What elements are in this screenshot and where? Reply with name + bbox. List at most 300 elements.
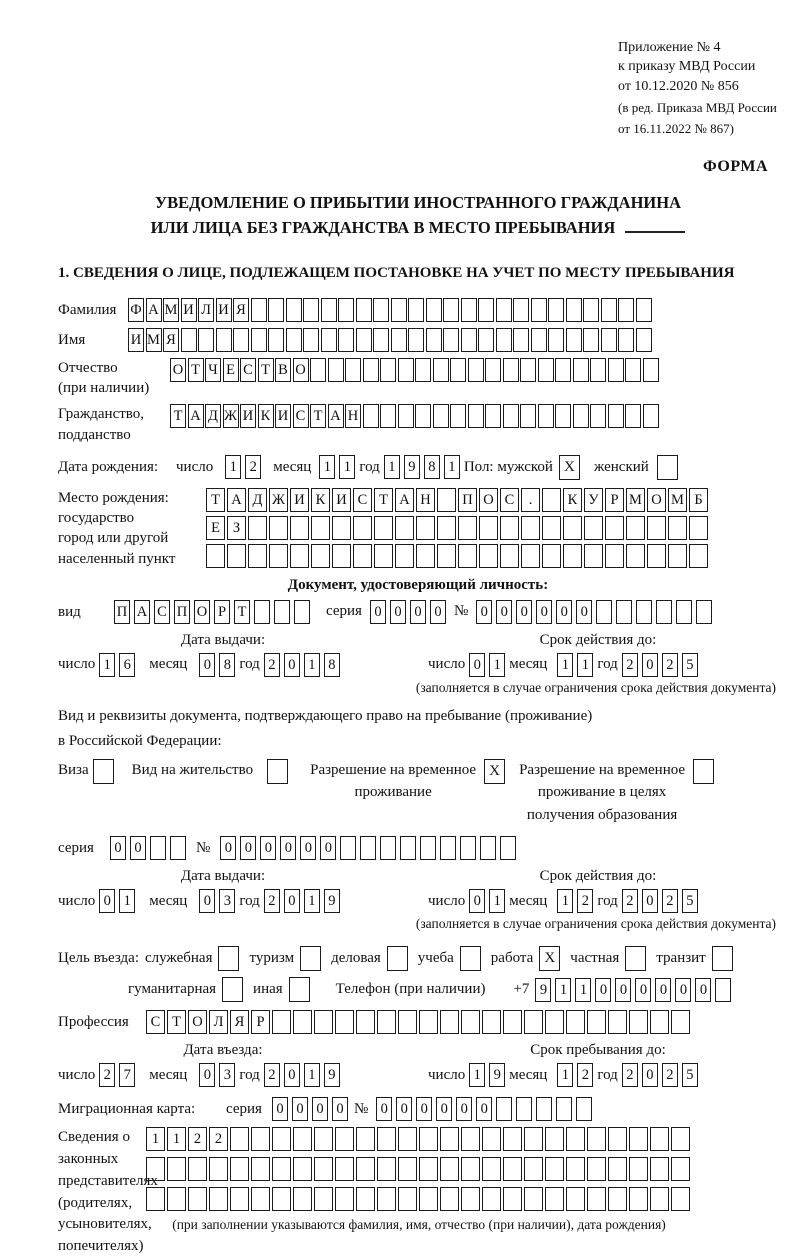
- char-box[interactable]: 9: [324, 889, 340, 913]
- char-box[interactable]: [335, 1187, 354, 1211]
- char-box[interactable]: Т: [258, 358, 274, 382]
- char-box[interactable]: 5: [682, 1063, 698, 1087]
- char-box[interactable]: У: [584, 488, 603, 512]
- char-box[interactable]: [643, 358, 659, 382]
- char-box[interactable]: [293, 1010, 312, 1034]
- char-box[interactable]: К: [258, 404, 274, 428]
- char-box[interactable]: [566, 328, 582, 352]
- char-box[interactable]: 1: [489, 889, 505, 913]
- char-box[interactable]: [440, 1127, 459, 1151]
- char-box[interactable]: [647, 544, 666, 568]
- char-box[interactable]: [524, 1010, 543, 1034]
- char-box[interactable]: С: [353, 488, 372, 512]
- char-box[interactable]: [398, 404, 414, 428]
- char-box[interactable]: [545, 1187, 564, 1211]
- char-box[interactable]: [583, 298, 599, 322]
- char-box[interactable]: [415, 404, 431, 428]
- char-box[interactable]: И: [128, 328, 144, 352]
- char-box[interactable]: [625, 404, 641, 428]
- char-box[interactable]: [643, 404, 659, 428]
- char-box[interactable]: [450, 404, 466, 428]
- char-box[interactable]: 0: [516, 600, 532, 624]
- char-box[interactable]: С: [146, 1010, 165, 1034]
- char-box[interactable]: 2: [622, 653, 638, 677]
- char-box[interactable]: [426, 328, 442, 352]
- char-box[interactable]: [548, 328, 564, 352]
- char-box[interactable]: 1: [167, 1127, 186, 1151]
- char-box[interactable]: [345, 358, 361, 382]
- char-box[interactable]: Ж: [223, 404, 239, 428]
- char-box[interactable]: [437, 516, 456, 540]
- char-box[interactable]: 8: [324, 653, 340, 677]
- char-box[interactable]: М: [146, 328, 162, 352]
- char-box[interactable]: [521, 516, 540, 540]
- char-box[interactable]: 0: [556, 600, 572, 624]
- char-box[interactable]: [440, 1010, 459, 1034]
- char-box[interactable]: [485, 404, 501, 428]
- char-box[interactable]: Т: [188, 358, 204, 382]
- char-box[interactable]: [356, 1010, 375, 1034]
- char-box[interactable]: 8: [424, 455, 440, 479]
- char-box[interactable]: [251, 1157, 270, 1181]
- char-box[interactable]: 9: [324, 1063, 340, 1087]
- char-box[interactable]: [542, 488, 561, 512]
- char-box[interactable]: [293, 1187, 312, 1211]
- char-box[interactable]: [538, 358, 554, 382]
- char-box[interactable]: С: [500, 488, 519, 512]
- char-box[interactable]: [618, 298, 634, 322]
- char-box[interactable]: [170, 836, 186, 860]
- char-box[interactable]: [363, 404, 379, 428]
- char-box[interactable]: [584, 516, 603, 540]
- char-box[interactable]: Я: [163, 328, 179, 352]
- char-box[interactable]: [395, 544, 414, 568]
- char-box[interactable]: [332, 516, 351, 540]
- char-box[interactable]: [374, 544, 393, 568]
- char-box[interactable]: [377, 1010, 396, 1034]
- char-box[interactable]: 0: [456, 1097, 472, 1121]
- char-box[interactable]: 0: [240, 836, 256, 860]
- char-box[interactable]: [294, 600, 310, 624]
- char-box[interactable]: [605, 516, 624, 540]
- char-box[interactable]: [715, 978, 731, 1002]
- char-box[interactable]: [274, 600, 290, 624]
- char-box[interactable]: [290, 544, 309, 568]
- char-box[interactable]: [461, 1187, 480, 1211]
- char-box[interactable]: [563, 516, 582, 540]
- char-box[interactable]: [400, 836, 416, 860]
- char-box[interactable]: С: [240, 358, 256, 382]
- char-box[interactable]: [629, 1187, 648, 1211]
- char-box[interactable]: [605, 544, 624, 568]
- char-box[interactable]: 2: [622, 1063, 638, 1087]
- char-box[interactable]: [198, 328, 214, 352]
- char-box[interactable]: [583, 328, 599, 352]
- char-box[interactable]: [293, 1127, 312, 1151]
- char-box[interactable]: [460, 836, 476, 860]
- char-box[interactable]: 1: [339, 455, 355, 479]
- char-box[interactable]: 2: [99, 1063, 115, 1087]
- char-box[interactable]: [545, 1157, 564, 1181]
- char-box[interactable]: [485, 358, 501, 382]
- char-box[interactable]: 1: [304, 653, 320, 677]
- char-box[interactable]: [503, 1127, 522, 1151]
- char-box[interactable]: [587, 1127, 606, 1151]
- char-box[interactable]: 1: [319, 455, 335, 479]
- char-box[interactable]: Р: [605, 488, 624, 512]
- char-box[interactable]: [566, 1187, 585, 1211]
- char-box[interactable]: 1: [119, 889, 135, 913]
- char-box[interactable]: [468, 358, 484, 382]
- char-box[interactable]: [227, 544, 246, 568]
- char-box[interactable]: Т: [234, 600, 250, 624]
- char-box[interactable]: [576, 1097, 592, 1121]
- sex-female-checkbox[interactable]: [657, 455, 678, 480]
- char-box[interactable]: А: [188, 404, 204, 428]
- char-box[interactable]: И: [216, 298, 232, 322]
- char-box[interactable]: [269, 516, 288, 540]
- char-box[interactable]: [328, 358, 344, 382]
- char-box[interactable]: 0: [130, 836, 146, 860]
- char-box[interactable]: [398, 1157, 417, 1181]
- char-box[interactable]: [503, 1157, 522, 1181]
- char-box[interactable]: 1: [557, 889, 573, 913]
- char-box[interactable]: [303, 328, 319, 352]
- char-box[interactable]: [531, 328, 547, 352]
- char-box[interactable]: 0: [376, 1097, 392, 1121]
- char-box[interactable]: 5: [682, 653, 698, 677]
- char-box[interactable]: Ж: [269, 488, 288, 512]
- char-box[interactable]: 0: [300, 836, 316, 860]
- char-box[interactable]: 0: [642, 653, 658, 677]
- char-box[interactable]: [268, 298, 284, 322]
- purpose-5-checkbox[interactable]: [625, 946, 646, 971]
- char-box[interactable]: [503, 404, 519, 428]
- char-box[interactable]: [251, 328, 267, 352]
- char-box[interactable]: 0: [199, 653, 215, 677]
- char-box[interactable]: [335, 1157, 354, 1181]
- char-box[interactable]: [500, 544, 519, 568]
- char-box[interactable]: [209, 1157, 228, 1181]
- char-box[interactable]: [616, 600, 632, 624]
- char-box[interactable]: [254, 600, 270, 624]
- char-box[interactable]: [416, 516, 435, 540]
- char-box[interactable]: 2: [188, 1127, 207, 1151]
- char-box[interactable]: [321, 328, 337, 352]
- char-box[interactable]: Т: [374, 488, 393, 512]
- char-box[interactable]: [314, 1010, 333, 1034]
- char-box[interactable]: [332, 544, 351, 568]
- char-box[interactable]: [650, 1127, 669, 1151]
- char-box[interactable]: О: [194, 600, 210, 624]
- char-box[interactable]: 0: [642, 1063, 658, 1087]
- char-box[interactable]: 0: [476, 600, 492, 624]
- char-box[interactable]: [458, 516, 477, 540]
- char-box[interactable]: 2: [662, 1063, 678, 1087]
- char-box[interactable]: [419, 1157, 438, 1181]
- char-box[interactable]: [542, 544, 561, 568]
- char-box[interactable]: [286, 328, 302, 352]
- char-box[interactable]: [380, 836, 396, 860]
- char-box[interactable]: 2: [622, 889, 638, 913]
- char-box[interactable]: [555, 404, 571, 428]
- char-box[interactable]: [496, 328, 512, 352]
- char-box[interactable]: [573, 358, 589, 382]
- char-box[interactable]: [608, 1010, 627, 1034]
- char-box[interactable]: [696, 600, 712, 624]
- char-box[interactable]: Л: [209, 1010, 228, 1034]
- char-box[interactable]: Т: [170, 404, 186, 428]
- char-box[interactable]: [479, 516, 498, 540]
- purpose-2-checkbox[interactable]: [387, 946, 408, 971]
- char-box[interactable]: [356, 1187, 375, 1211]
- char-box[interactable]: 1: [557, 1063, 573, 1087]
- char-box[interactable]: 9: [535, 978, 551, 1002]
- char-box[interactable]: [353, 544, 372, 568]
- char-box[interactable]: [503, 1187, 522, 1211]
- char-box[interactable]: [461, 1157, 480, 1181]
- char-box[interactable]: [608, 358, 624, 382]
- char-box[interactable]: 2: [577, 889, 593, 913]
- char-box[interactable]: 0: [284, 1063, 300, 1087]
- char-box[interactable]: [146, 1157, 165, 1181]
- char-box[interactable]: 1: [225, 455, 241, 479]
- char-box[interactable]: [676, 600, 692, 624]
- char-box[interactable]: [290, 516, 309, 540]
- char-box[interactable]: [668, 544, 687, 568]
- char-box[interactable]: [233, 328, 249, 352]
- char-box[interactable]: [590, 358, 606, 382]
- char-box[interactable]: Р: [251, 1010, 270, 1034]
- char-box[interactable]: [420, 836, 436, 860]
- char-box[interactable]: [566, 298, 582, 322]
- char-box[interactable]: 1: [557, 653, 573, 677]
- char-box[interactable]: [335, 1010, 354, 1034]
- char-box[interactable]: [353, 516, 372, 540]
- char-box[interactable]: [629, 1127, 648, 1151]
- char-box[interactable]: [555, 358, 571, 382]
- char-box[interactable]: И: [332, 488, 351, 512]
- char-box[interactable]: [356, 298, 372, 322]
- char-box[interactable]: [269, 544, 288, 568]
- char-box[interactable]: [458, 544, 477, 568]
- visa-checkbox[interactable]: [93, 759, 114, 784]
- char-box[interactable]: 2: [662, 653, 678, 677]
- char-box[interactable]: [188, 1187, 207, 1211]
- char-box[interactable]: А: [134, 600, 150, 624]
- char-box[interactable]: [461, 328, 477, 352]
- char-box[interactable]: [545, 1127, 564, 1151]
- char-box[interactable]: Р: [214, 600, 230, 624]
- char-box[interactable]: С: [293, 404, 309, 428]
- char-box[interactable]: 3: [219, 889, 235, 913]
- char-box[interactable]: [482, 1157, 501, 1181]
- char-box[interactable]: [496, 1097, 512, 1121]
- char-box[interactable]: [167, 1157, 186, 1181]
- char-box[interactable]: 0: [410, 600, 426, 624]
- char-box[interactable]: [482, 1127, 501, 1151]
- char-box[interactable]: [188, 1157, 207, 1181]
- char-box[interactable]: 0: [436, 1097, 452, 1121]
- char-box[interactable]: [335, 1127, 354, 1151]
- char-box[interactable]: [181, 328, 197, 352]
- char-box[interactable]: [573, 404, 589, 428]
- char-box[interactable]: 0: [284, 653, 300, 677]
- char-box[interactable]: [482, 1187, 501, 1211]
- char-box[interactable]: 1: [469, 1063, 485, 1087]
- char-box[interactable]: Л: [198, 298, 214, 322]
- char-box[interactable]: [251, 1127, 270, 1151]
- char-box[interactable]: [443, 328, 459, 352]
- char-box[interactable]: [520, 358, 536, 382]
- char-box[interactable]: [450, 358, 466, 382]
- char-box[interactable]: Н: [416, 488, 435, 512]
- char-box[interactable]: 0: [416, 1097, 432, 1121]
- char-box[interactable]: [395, 516, 414, 540]
- char-box[interactable]: 0: [655, 978, 671, 1002]
- char-box[interactable]: [590, 404, 606, 428]
- char-box[interactable]: [311, 544, 330, 568]
- char-box[interactable]: [500, 836, 516, 860]
- char-box[interactable]: [272, 1127, 291, 1151]
- char-box[interactable]: [206, 544, 225, 568]
- residence-permit-checkbox[interactable]: [267, 759, 288, 784]
- char-box[interactable]: [468, 404, 484, 428]
- char-box[interactable]: [398, 1127, 417, 1151]
- char-box[interactable]: [671, 1010, 690, 1034]
- char-box[interactable]: [524, 1187, 543, 1211]
- char-box[interactable]: [216, 328, 232, 352]
- char-box[interactable]: [668, 516, 687, 540]
- char-box[interactable]: [524, 1127, 543, 1151]
- char-box[interactable]: Т: [310, 404, 326, 428]
- char-box[interactable]: 2: [209, 1127, 228, 1151]
- char-box[interactable]: [650, 1010, 669, 1034]
- char-box[interactable]: 2: [245, 455, 261, 479]
- char-box[interactable]: [587, 1010, 606, 1034]
- char-box[interactable]: 6: [119, 653, 135, 677]
- char-box[interactable]: К: [311, 488, 330, 512]
- char-box[interactable]: 1: [304, 1063, 320, 1087]
- char-box[interactable]: [461, 1010, 480, 1034]
- char-box[interactable]: З: [227, 516, 246, 540]
- char-box[interactable]: [314, 1187, 333, 1211]
- char-box[interactable]: [380, 358, 396, 382]
- char-box[interactable]: [373, 298, 389, 322]
- char-box[interactable]: 9: [489, 1063, 505, 1087]
- char-box[interactable]: 0: [370, 600, 386, 624]
- char-box[interactable]: [650, 1157, 669, 1181]
- char-box[interactable]: 0: [220, 836, 236, 860]
- char-box[interactable]: [408, 298, 424, 322]
- char-box[interactable]: [314, 1127, 333, 1151]
- char-box[interactable]: [478, 328, 494, 352]
- char-box[interactable]: [338, 328, 354, 352]
- purpose-0-checkbox[interactable]: [218, 946, 239, 971]
- char-box[interactable]: 5: [682, 889, 698, 913]
- char-box[interactable]: [272, 1157, 291, 1181]
- purpose-6-checkbox[interactable]: [712, 946, 733, 971]
- char-box[interactable]: [391, 328, 407, 352]
- char-box[interactable]: [521, 544, 540, 568]
- char-box[interactable]: [626, 544, 645, 568]
- char-box[interactable]: [503, 1010, 522, 1034]
- char-box[interactable]: И: [290, 488, 309, 512]
- char-box[interactable]: [433, 358, 449, 382]
- char-box[interactable]: [542, 516, 561, 540]
- char-box[interactable]: [377, 1127, 396, 1151]
- char-box[interactable]: Т: [206, 488, 225, 512]
- char-box[interactable]: [443, 298, 459, 322]
- char-box[interactable]: [398, 1187, 417, 1211]
- char-box[interactable]: [500, 516, 519, 540]
- char-box[interactable]: [398, 358, 414, 382]
- char-box[interactable]: 0: [635, 978, 651, 1002]
- char-box[interactable]: [440, 1187, 459, 1211]
- char-box[interactable]: М: [668, 488, 687, 512]
- char-box[interactable]: [671, 1127, 690, 1151]
- char-box[interactable]: [374, 516, 393, 540]
- char-box[interactable]: 0: [292, 1097, 308, 1121]
- char-box[interactable]: [360, 836, 376, 860]
- char-box[interactable]: О: [170, 358, 186, 382]
- char-box[interactable]: [293, 1157, 312, 1181]
- char-box[interactable]: 0: [110, 836, 126, 860]
- char-box[interactable]: [419, 1187, 438, 1211]
- char-box[interactable]: [426, 298, 442, 322]
- sex-male-checkbox[interactable]: X: [559, 455, 580, 480]
- char-box[interactable]: [689, 544, 708, 568]
- char-box[interactable]: [408, 328, 424, 352]
- char-box[interactable]: [629, 1010, 648, 1034]
- char-box[interactable]: [356, 328, 372, 352]
- char-box[interactable]: [272, 1010, 291, 1034]
- char-box[interactable]: [356, 1157, 375, 1181]
- char-box[interactable]: [608, 1157, 627, 1181]
- char-box[interactable]: 1: [444, 455, 460, 479]
- char-box[interactable]: [625, 358, 641, 382]
- char-box[interactable]: [440, 836, 456, 860]
- char-box[interactable]: О: [188, 1010, 207, 1034]
- char-box[interactable]: О: [647, 488, 666, 512]
- char-box[interactable]: [480, 836, 496, 860]
- char-box[interactable]: [440, 1157, 459, 1181]
- char-box[interactable]: [563, 544, 582, 568]
- char-box[interactable]: [636, 298, 652, 322]
- char-box[interactable]: 0: [396, 1097, 412, 1121]
- char-box[interactable]: [419, 1010, 438, 1034]
- char-box[interactable]: [548, 298, 564, 322]
- char-box[interactable]: [566, 1127, 585, 1151]
- char-box[interactable]: 2: [264, 653, 280, 677]
- char-box[interactable]: 1: [555, 978, 571, 1002]
- char-box[interactable]: [629, 1157, 648, 1181]
- char-box[interactable]: [503, 358, 519, 382]
- char-box[interactable]: 0: [615, 978, 631, 1002]
- char-box[interactable]: [461, 298, 477, 322]
- char-box[interactable]: 9: [404, 455, 420, 479]
- char-box[interactable]: 0: [469, 889, 485, 913]
- char-box[interactable]: К: [563, 488, 582, 512]
- char-box[interactable]: [416, 544, 435, 568]
- char-box[interactable]: И: [181, 298, 197, 322]
- char-box[interactable]: 0: [272, 1097, 288, 1121]
- char-box[interactable]: [230, 1127, 249, 1151]
- char-box[interactable]: 2: [264, 889, 280, 913]
- char-box[interactable]: 0: [496, 600, 512, 624]
- char-box[interactable]: [626, 516, 645, 540]
- char-box[interactable]: [647, 516, 666, 540]
